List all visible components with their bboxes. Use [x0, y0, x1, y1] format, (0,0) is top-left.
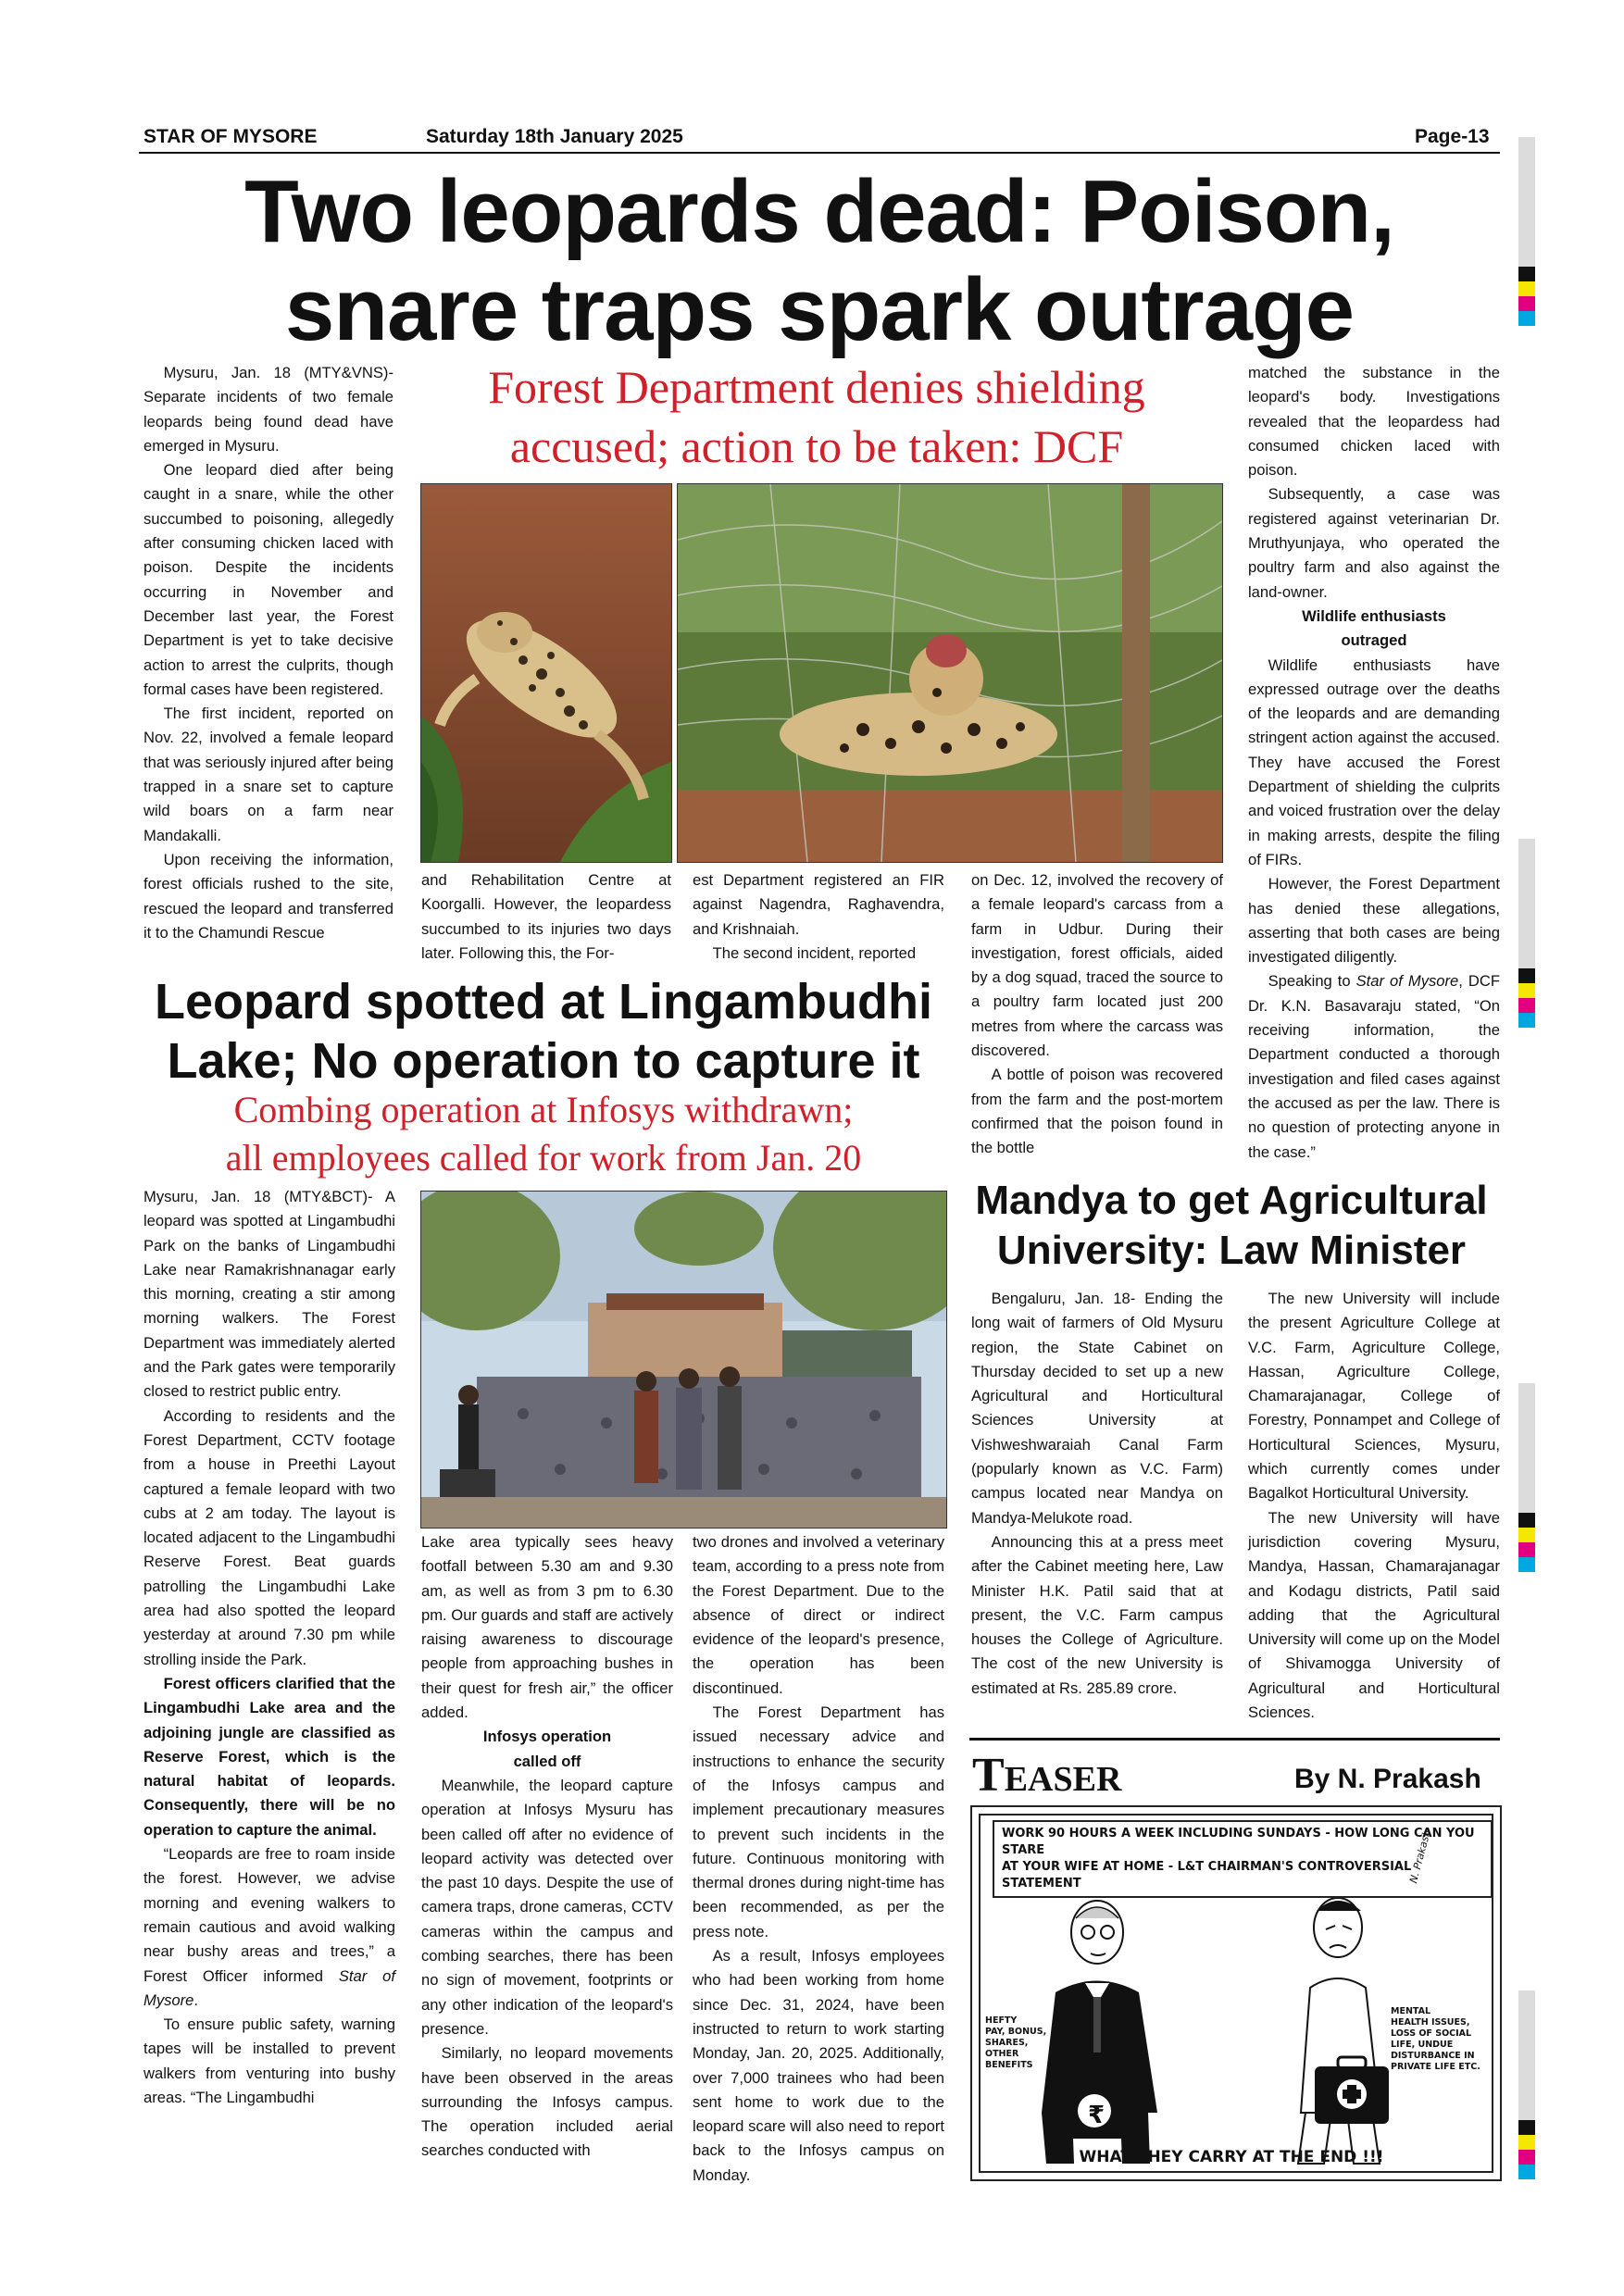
story2-deck-line2: all employees called for work from Jan. 20: [225, 1137, 862, 1179]
story2-subhead-line1: Infosys operation: [482, 1728, 612, 1746]
registration-color-marks: [1518, 267, 1535, 489]
left-label-line: HEFTY: [985, 2015, 1018, 2026]
reg-magenta: [1518, 2150, 1535, 2165]
story1-headline-line2: snare traps spark outrage: [284, 260, 1355, 359]
story2-paragraph: two drones and involved a veterinary team, according to a press note from the Forest Department. Due to the absence of direct or indirect evidence of the leopard's presence, the operation has been discontinued.: [693, 1533, 944, 1697]
reg-magenta: [1518, 998, 1535, 1013]
rupee-symbol: ₹: [1087, 2102, 1106, 2129]
story2-paragraph-bold: [144, 1672, 395, 1842]
story2-deck-line1: Combing operation at Infosys withdrawn;: [233, 1089, 854, 1130]
reg-cyan: [1518, 2165, 1535, 2179]
text-run: , DCF Dr. K.N. Basavaraju stated, “On receiving information, the Department conducted a thorough investigation and filed cases against the accused as per the law. There is no question of protecting anyone in the case.”: [1248, 972, 1500, 1161]
story3-column-2: [1248, 1287, 1500, 1725]
publication-name: Star of Mysore: [144, 1966, 395, 2009]
reg-cyan: [1518, 1013, 1535, 1028]
leopard-snare-illustration: [678, 484, 1222, 862]
story1-paragraph: and Rehabilitation Centre at Koorgalli. However, the leopardess succumbed to its injuries two days later. Following this, the For-: [421, 871, 671, 962]
story3-headline-line2: University: Law Minister: [996, 1228, 1467, 1273]
right-label-line: HEALTH ISSUES,: [1391, 2017, 1470, 2028]
registration-bar-gray: [1518, 839, 1535, 968]
registration-color-marks: [1518, 2120, 1535, 2185]
publication-name: Star of Mysore: [1355, 972, 1459, 991]
story2-paragraph: Mysuru, Jan. 18 (MTY&BCT)- A leopard was spotted at Lingambudhi Park on the banks of Lingambudhi Lake near Ramakrishnanagar early this morning, creating a stir among morning walkers. The Forest Department was immediately alerted and the Park gates were temporarily closed to restrict public entry.: [144, 1188, 395, 1401]
text-run: .: [194, 1990, 199, 2009]
registration-color-marks: [1518, 1513, 1535, 1578]
dead-leopard-ground-photo: [420, 483, 672, 863]
dead-leopard-ground-illustration: [421, 484, 671, 862]
story1-column-1: [144, 361, 394, 945]
story1-deck-line2: accused; action to be taken: DCF: [509, 420, 1124, 472]
right-label-line: LOSS OF SOCIAL: [1391, 2028, 1472, 2039]
story1-headline-line1: Two leopards dead: Poison,: [244, 162, 1394, 261]
leopard-snare-photo: [677, 483, 1223, 863]
story1-subhead-line1: Wildlife enthusiasts: [1302, 606, 1446, 625]
reg-cyan: [1518, 311, 1535, 326]
right-label-line: PRIVATE LIFE ETC.: [1391, 2062, 1480, 2072]
reg-magenta: [1518, 296, 1535, 311]
story3-column-1: [971, 1287, 1223, 1701]
page-number: Page-13: [1415, 126, 1490, 147]
story1-column-3: [693, 868, 944, 966]
right-briefcase-label: [1391, 2006, 1493, 2073]
text-run: “Leopards are free to roam inside the forest. However, we advise morning and evening walkers to remain cautious and avoid walking near bushy areas and trees,” a Forest Officer informed: [144, 1845, 395, 1985]
story2-headline-line1: Leopard spotted at Lingambudhi: [155, 974, 932, 1029]
left-label-line: SHARES,: [985, 2038, 1029, 2048]
story1-column-2: [421, 868, 671, 966]
story2-deck: [141, 1086, 946, 1182]
story1-paragraph: Wildlife enthusiasts have expressed outrage over the deaths of the leopards and are demanding stringent action against the accused. They have accused the Forest Department of shielding the culprits and voiced frustration over the delay in making arrests, despite the filing of FIRs.: [1248, 655, 1500, 868]
newspaper-name: STAR OF MYSORE: [144, 126, 318, 147]
cartoon-bottom-text: WHAT THEY CARRY AT THE END !!!: [1079, 2148, 1384, 2166]
story2-subhead: [421, 1725, 673, 1774]
teaser-title-initial: T: [972, 1749, 1005, 1802]
left-label-line: PAY, BONUS,: [985, 2027, 1047, 2037]
registration-bar-gray: [1518, 137, 1535, 267]
registration-bar-gray: [1518, 1990, 1535, 2120]
story1-paragraph: on Dec. 12, involved the recovery of a female leopard's carcass from a farm in Udbur. During their investigation, forest officials, aided by a dog squad, traced the source to a poultry farm located just 200 metres from where the carcass was discovered.: [971, 871, 1223, 1060]
registration-color-marks: [1518, 968, 1535, 1033]
story2-paragraph: The Forest Department has issued necessary advice and instructions to enhance the security of the Infosys campus and implement precautionary measures to prevent such incidents in the future. Continuous monitoring with thermal drones during night-time has been recommended, as per the press note.: [693, 1703, 944, 1940]
right-label-line: MENTAL: [1391, 2006, 1431, 2016]
story1-deck-line1: Forest Department denies shielding: [488, 361, 1145, 413]
teaser-byline: By N. Prakash: [1294, 1764, 1481, 1794]
story1-paragraph: Upon receiving the information, forest officials rushed to the site, rescued the leopard and transferred it to the Chamundi Rescue: [144, 850, 394, 942]
reg-yellow: [1518, 2135, 1535, 2150]
story2-paragraph: Lake area typically sees heavy footfall between 5.30 am and 9.30 am, as well as from 3 pm to 6.30 pm. Our guards and staff are actively raising awareness to discourage people from approaching bushes in their quest for fresh air,” the officer added.: [421, 1533, 673, 1722]
story1-paragraph: One leopard died after being caught in a snare, while the other succumbed to poisoning, allegedly after consuming chicken laced with poison. Despite the incidents occurring in November and December last year, the Forest Department is yet to take decisive action to arrest the culprits, though formal cases have been registered.: [144, 461, 394, 698]
story2-paragraph: [144, 1842, 395, 2013]
story1-paragraph: The first incident, reported on Nov. 22, involved a female leopard that was seriously injured after being trapped in a snare set to capture wild boars on a farm near Mandakalli.: [144, 705, 394, 844]
left-briefcase-label: [985, 2015, 1057, 2071]
story1-paragraph: A bottle of poison was recovered from the farm and the post-mortem confirmed that the poison found in the bottle: [971, 1066, 1223, 1157]
story2-bold-text: Forest officers clarified that the Lingambudhi Lake area and the adjoining jungle are classified as Reserve Forest, which is the natural habitat of leopards. Consequently, there will be no operation to capture the animal.: [144, 1674, 395, 1839]
story1-headline: [139, 163, 1500, 359]
teaser-title: [972, 1748, 1121, 1803]
story1-paragraph: [1248, 969, 1500, 1164]
reg-black: [1518, 968, 1535, 983]
lingambudhi-park-gate-photo: [420, 1191, 947, 1529]
story1-paragraph: Subsequently, a case was registered against veterinarian Dr. Mruthyunjaya, who operated the poultry farm and also against the land-owner.: [1248, 485, 1500, 601]
caption-line2: AT YOUR WIFE AT HOME - L&T CHAIRMAN'S CONTROVERSIAL STATEMENT: [1002, 1860, 1412, 1890]
reg-black: [1518, 2120, 1535, 2135]
right-label-line: LIFE, UNDUE: [1391, 2040, 1454, 2050]
caption-line1: WORK 90 HOURS A WEEK INCLUDING SUNDAYS - HOW LONG CAN YOU STARE: [1002, 1827, 1475, 1857]
story3-paragraph: The new University will include the present Agriculture College at V.C. Farm, Agriculture College, Hassan, Agriculture College, Chamarajanagar, College of Forestry, Ponnampet and College of Horticultural Sciences, Mysuru, which currently comes under Bagalkot Horticultural University.: [1248, 1290, 1500, 1503]
registration-bar-gray: [1518, 1383, 1535, 1513]
masthead-rule: [139, 152, 1500, 154]
story1-subhead: [1248, 605, 1500, 654]
story3-paragraph: Announcing this at a press meet after the Cabinet meeting here, Law Minister H.K. Patil said that at present, the V.C. Farm campus houses the College of Agriculture. The cost of the new University is estimated at Rs. 285.89 crore.: [971, 1532, 1223, 1697]
reg-yellow: [1518, 281, 1535, 296]
story2-paragraph: Similarly, no leopard movements have been observed in the areas surrounding the Infosys campus. The operation included aerial searches conducted with: [421, 2044, 673, 2160]
story2-paragraph: According to residents and the Forest Department, CCTV footage from a house in Preethi Layout captured a female leopard with two cubs at 2 am today. The layout is located adjacent to the Lingambudhi Reserve Forest. Beat guards patrolling the Lingambudhi Lake area had also spotted the leopard yesterday at around 7.30 pm while strolling inside the Park.: [144, 1406, 395, 1668]
story2-paragraph: To ensure public safety, warning tapes will be installed to prevent walkers from venturing into bushy areas. “The Lingambudhi: [144, 2015, 395, 2106]
story2-column-1: [144, 1185, 395, 2110]
reg-cyan: [1518, 1557, 1535, 1572]
story1-subhead-line2: outraged: [1341, 631, 1407, 650]
story1-paragraph: Mysuru, Jan. 18 (MTY&VNS)- Separate incidents of two female leopards being found dead have emerged in Mysuru.: [144, 364, 394, 455]
issue-date: Saturday 18th January 2025: [426, 126, 683, 147]
story2-column-2: [421, 1530, 673, 2164]
story1-paragraph: matched the substance in the leopard's body. Investigations revealed that the leopardess had consumed chicken laced with poison.: [1248, 364, 1500, 480]
story1-column-4: [971, 868, 1223, 1161]
left-label-line: OTHER: [985, 2049, 1019, 2059]
text-run: Speaking to: [1268, 972, 1356, 991]
teaser-cartoon: [970, 1805, 1502, 2181]
story1-paragraph: est Department registered an FIR against Nagendra, Raghavendra, and Krishnaiah.: [693, 871, 944, 938]
story1-paragraph: The second incident, reported: [712, 943, 917, 962]
reg-black: [1518, 1513, 1535, 1528]
story2-column-3: [693, 1530, 944, 2188]
story2-headline-line2: Lake; No operation to capture it: [167, 1033, 920, 1089]
artist-signature: N. Prakash: [1407, 1828, 1433, 1885]
story3-headline-line1: Mandya to get Agricultural: [975, 1178, 1488, 1223]
park-gate-illustration: [421, 1192, 946, 1528]
story2-headline: [141, 972, 946, 1091]
reg-black: [1518, 267, 1535, 281]
story1-column-5: [1248, 361, 1500, 1165]
teaser-top-rule: [969, 1738, 1500, 1741]
left-label-line: BENEFITS: [985, 2060, 1033, 2070]
reg-yellow: [1518, 1528, 1535, 1542]
story3-paragraph: The new University will have jurisdiction covering Mysuru, Mandya, Hassan, Chamarajanagar and Kodagu districts, Patil said adding that the Agricultural University will come up on the Model of Shivamogga University of Agricultural and Horticultural Sciences.: [1248, 1508, 1500, 1722]
story2-paragraph: Meanwhile, the leopard capture operation at Infosys Mysuru has been called off after no evidence of leopard activity was detected over the past 10 days. Despite the use of camera traps, drone cameras, CCTV cameras within the campus and combing searches, there has been no sign of movement, footprints or any other indication of the leopard's presence.: [421, 1776, 673, 2038]
story2-subhead-line2: called off: [513, 1752, 581, 1770]
story1-paragraph: However, the Forest Department has denied these allegations, asserting that both cases are being investigated diligently.: [1248, 875, 1500, 967]
reg-magenta: [1518, 1542, 1535, 1557]
reg-yellow: [1518, 983, 1535, 998]
story3-paragraph: Bengaluru, Jan. 18- Ending the long wait of farmers of Old Mysuru region, the State Cabinet on Thursday decided to set up a new Agricultural and Horticultural Sciences University at Vishweshwaraiah Canal Farm (popularly known as V.C. Farm) campus located near Mandya on Mandya-Melukote road.: [971, 1290, 1223, 1527]
story3-headline: [963, 1176, 1500, 1276]
story2-paragraph: As a result, Infosys employees who had been working from home since Dec. 31, 2024, have been instructed to return to work starting Monday, Jan. 20, 2025. Additionally, over 7,000 trainees who had been sent home to work due to the leopard scare will also need to report back to the Infosys campus on Monday.: [693, 1947, 944, 2184]
teaser-title-rest: EASER: [1004, 1760, 1122, 1799]
story1-deck: [418, 357, 1215, 476]
right-label-line: DISTURBANCE IN: [1391, 2051, 1475, 2061]
